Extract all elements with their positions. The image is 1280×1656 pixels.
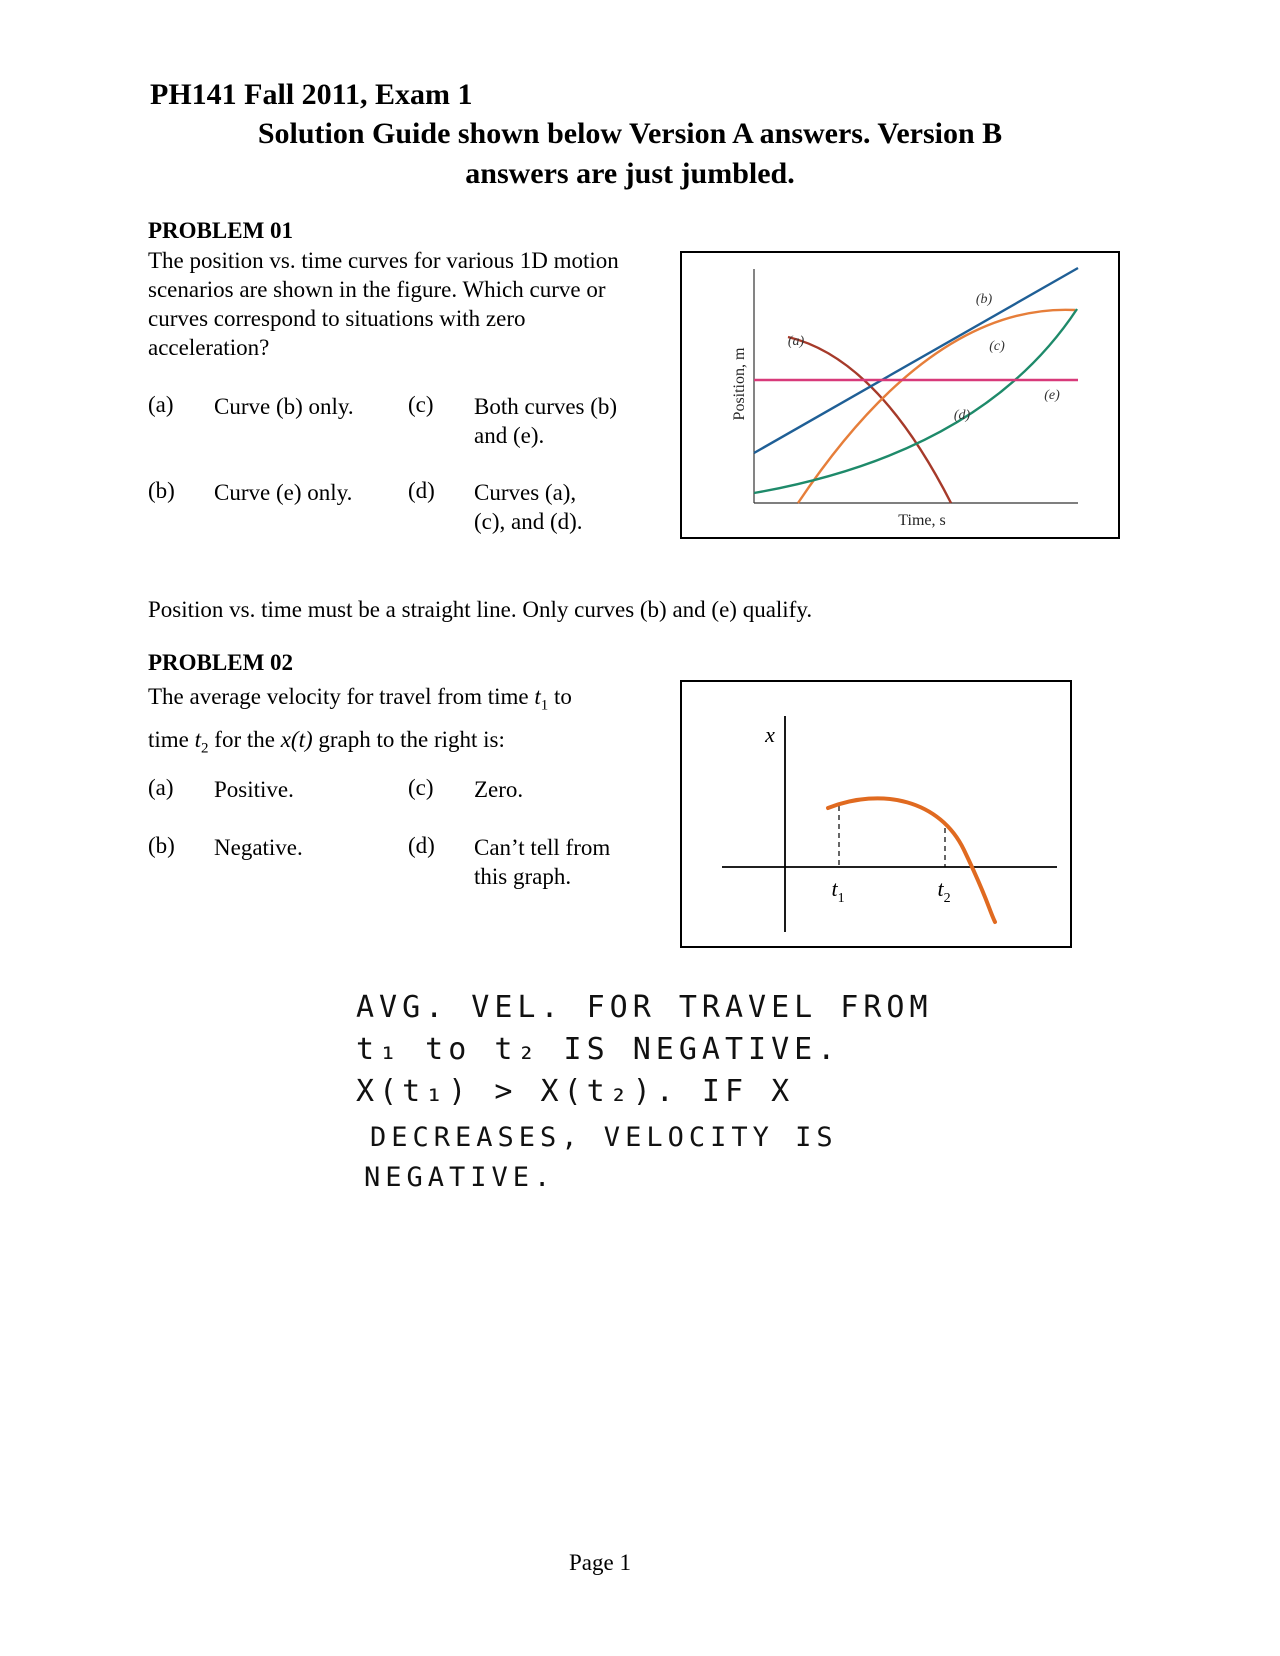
option-letter-d: (d) — [408, 478, 435, 503]
page-number: Page 1 — [569, 1550, 631, 1575]
text: The average velocity for travel from time — [148, 684, 535, 709]
option-letter-c: (c) — [408, 775, 434, 800]
text: graph to the right is: — [312, 726, 505, 752]
curve-c-label: (c) — [989, 339, 1005, 354]
option-text-a: Positive. — [214, 777, 294, 802]
option-letter-b: (b) — [148, 478, 175, 503]
x-vs-t-figure — [680, 680, 1072, 948]
exam-title: PH141 Fall 2011, Exam 1 — [150, 78, 473, 111]
position-time-plot — [682, 253, 1118, 537]
option-letter-a: (a) — [148, 775, 174, 800]
subtitle-line-1: Solution Guide shown below Version A answers. Version B — [257, 117, 1003, 150]
handwritten-line: t₁ to t₂ IS NEGATIVE. — [356, 1032, 841, 1067]
question-line: acceleration? — [148, 335, 270, 360]
option-text-d — [474, 478, 583, 536]
option-text-line: Curves (a), — [474, 480, 577, 505]
problem-01-question — [148, 246, 668, 362]
var: t — [194, 726, 202, 752]
problem-02-question — [148, 680, 668, 765]
text: to — [548, 684, 572, 709]
position-time-figure — [680, 251, 1120, 539]
option-text-c: Zero. — [474, 777, 524, 802]
option-text-d — [474, 833, 610, 891]
t2-sub: 2 — [943, 891, 951, 906]
subtitle-line-2: answers are just jumbled. — [465, 157, 795, 190]
question-line: curves correspond to situations with zero — [148, 306, 526, 331]
option-text-c — [474, 392, 617, 450]
option-text-line: and (e). — [474, 423, 545, 448]
text: time — [148, 726, 195, 752]
curve-b — [754, 268, 1078, 453]
t1-var: t — [831, 876, 838, 901]
curve-d-label: (d) — [953, 408, 971, 423]
curve-a-label: (a) — [787, 334, 805, 349]
option-letter-c: (c) — [408, 392, 434, 417]
curve-e-label: (e) — [1044, 388, 1060, 403]
x-of-t-curve — [828, 798, 995, 922]
handwritten-line: X(t₁) > X(t₂). IF X — [356, 1074, 795, 1109]
handwritten-line: NEGATIVE. — [364, 1162, 556, 1193]
t1-tick-label — [831, 876, 844, 906]
x-axis-label: Time, s — [898, 512, 946, 529]
option-text-line: Both curves (b) — [474, 394, 618, 419]
curve-b-label: (b) — [975, 292, 993, 307]
question-line — [148, 723, 668, 766]
option-text-line: this graph. — [474, 864, 572, 889]
option-text-line: Can’t tell from — [474, 835, 611, 860]
handwritten-line: DECREASES, VELOCITY IS — [370, 1122, 838, 1153]
question-line: scenarios are shown in the figure. Which curve or — [148, 277, 606, 302]
text: for the — [208, 726, 281, 752]
problem-01-heading: PROBLEM 01 — [148, 218, 294, 243]
function: x(t) — [280, 726, 313, 752]
problem-02-heading: PROBLEM 02 — [148, 650, 294, 675]
option-text-a: Curve (b) only. — [214, 394, 354, 419]
option-letter-d: (d) — [408, 833, 435, 858]
option-letter-b: (b) — [148, 833, 175, 858]
exam-subtitle — [150, 114, 1110, 194]
question-line: The position vs. time curves for various 1D motion — [148, 248, 619, 273]
t2-tick-label — [937, 876, 950, 906]
option-text-b: Negative. — [214, 835, 303, 860]
handwritten-line: AVG. VEL. FOR TRAVEL FROM — [356, 990, 933, 1025]
problem-01-solution: Position vs. time must be a straight line. Only curves (b) and (e) qualify. — [148, 597, 813, 622]
t2-var: t — [937, 876, 944, 901]
option-letter-a: (a) — [148, 392, 174, 417]
t1-sub: 1 — [837, 891, 845, 906]
option-text-b: Curve (e) only. — [214, 480, 353, 505]
var: t — [534, 684, 541, 709]
subscript: 1 — [540, 697, 549, 714]
x-axis-label: x — [765, 722, 775, 747]
x-vs-t-plot — [682, 682, 1070, 946]
subscript: 2 — [201, 740, 209, 757]
y-axis-label: Position, m — [731, 347, 748, 421]
question-line — [148, 680, 668, 723]
option-text-line: (c), and (d). — [474, 509, 583, 534]
